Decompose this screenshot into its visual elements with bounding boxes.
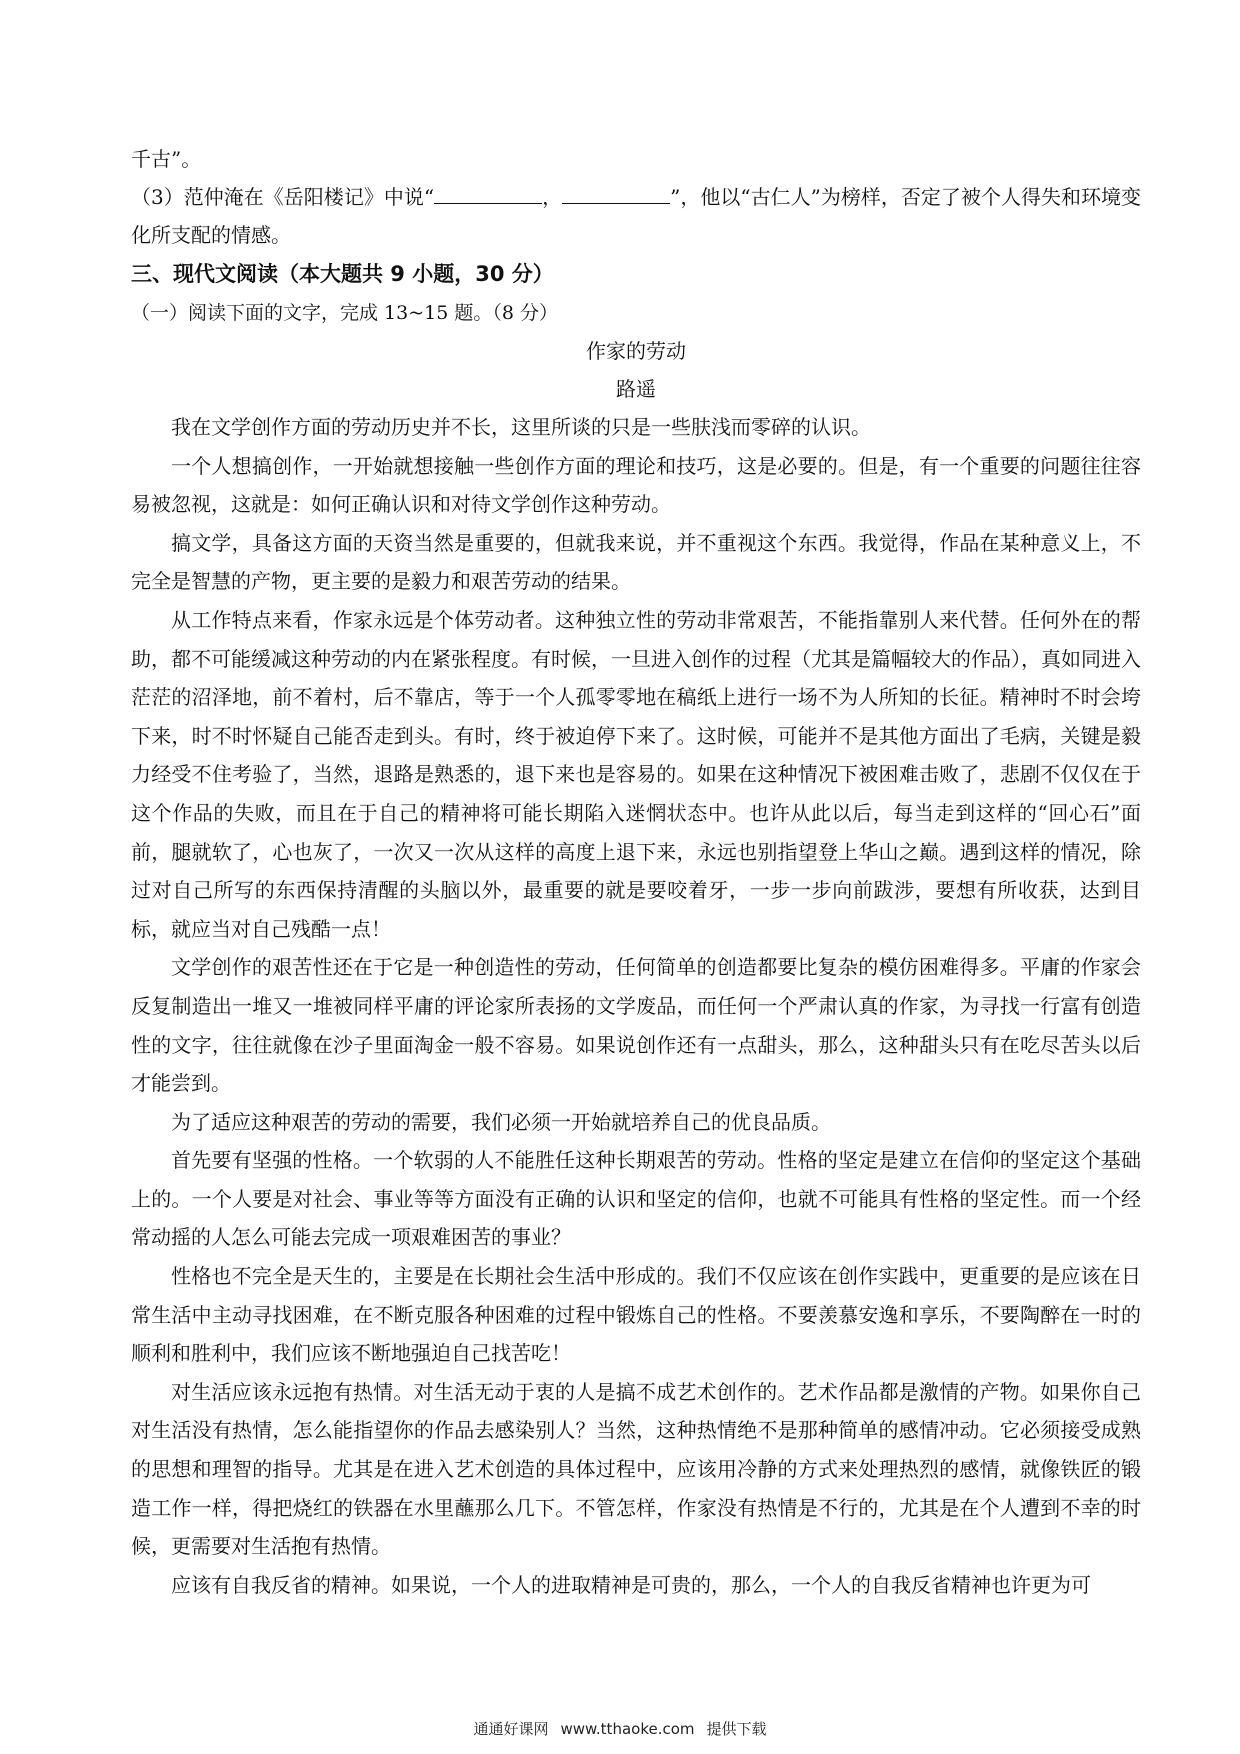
question-3-prefix: （3）范仲淹在《岳阳楼记》中说“ (131, 185, 435, 209)
page-footer (0, 1718, 1240, 1739)
footer-note: 提供下载 (706, 1720, 767, 1738)
answer-blank-2[interactable] (562, 185, 670, 204)
article-paragraph: 从工作特点来看，作家永远是个体劳动者。这种独立性的劳动非常艰苦，不能指靠别人来代替。任何外在的帮助，都不可能缓减这种劳动的内在紧张程度。有时候，一旦进入创作的过程（尤其是篇幅较大的作品），真如同进入茫茫的沼泽地，前不着村，后不靠店，等于一个人孤零零地在稿纸上进行一场不为人所知的长征。精神时不时会垮下来，时不时怀疑自己能否走到头。有时，终于被迫停下来了。这时候，可能并不是其他方面出了毛病，关键是毅力经受不住考验了，当然，退路是熟悉的，退下来也是容易的。如果在这种情况下被困难击败了，悲剧不仅仅在于这个作品的失败，而且在于自己的精神将可能长期陷入迷惘状态中。也许从此以后，每当走到这样的“回心石”面前，腿就软了，心也灰了，一次又一次从这样的高度上退下来，永远也别指望登上华山之巅。遇到这样的情况，除过对自己所写的东西保持清醒的头脑以外，最重要的就是要咬着牙，一步一步向前跋涉，要想有所收获，达到目标，就应当对自己残酷一点！ (131, 607, 1141, 941)
article-title: 作家的劳动 (586, 339, 686, 363)
answer-blank-1[interactable] (434, 185, 542, 204)
question-3-suffix: ”，他以“古仁人”为榜样，否定了被个人得失和环境变化所支配的情感。 (131, 185, 1142, 247)
article-author: 路遥 (616, 377, 656, 401)
article-paragraph: 对生活应该永远抱有热情。对生活无动于衷的人是搞不成艺术创作的。艺术作品都是激情的产物。如果你自己对生活没有热情，怎么能指望你的作品去感染别人？当然，这种热情绝不是那种简单的感情冲动。它必须接受成熟的思想和理智的指导。尤其是在进入艺术创造的具体过程中，应该用冷静的方式来处理热烈的感情，就像铁匠的锻造工作一样，得把烧红的铁器在水里蘸那么几下。不管怎样，作家没有热情是不行的，尤其是在个人遭到不幸的时候，更需要对生活抱有热情。 (131, 1379, 1141, 1559)
article-paragraph: 为了适应这种艰苦的劳动的需要，我们必须一开始就培养自己的优良品质。 (171, 1109, 831, 1134)
footer-url[interactable]: www.tthaoke.com (560, 1720, 695, 1738)
article-paragraph: 文学创作的艰苦性还在于它是一种创造性的劳动，任何简单的创造都要比复杂的模仿困难得多。平庸的作家会反复制造出一堆又一堆被同样平庸的评论家所表扬的文学废品，而任何一个严肃认真的作家，为寻找一行富有创造性的文字，往往就像在沙子里面淘金一般不容易。如果说创作还有一点甜头，那么，这种甜头只有在吃尽苦头以后才能尝到。 (131, 955, 1141, 1096)
article-paragraph: 性格也不完全是天生的，主要是在长期社会生活中形成的。我们不仅应该在创作实践中，更重要的是应该在日常生活中主动寻找困难，在不断克服各种困难的过程中锻炼自己的性格。不要羡慕安逸和享乐，不要陶醉在一时的顺利和胜利中，我们应该不断地强迫自己找苦吃！ (131, 1264, 1141, 1366)
question-3-separator: ， (542, 185, 563, 209)
section-title: 三、现代文阅读（本大题共 9 小题，30 分） (131, 262, 554, 286)
article-paragraph: 首先要有坚强的性格。一个软弱的人不能胜任这种长期艰苦的劳动。性格的坚定是建立在信仰的坚定这个基础上的。一个人要是对社会、事业等等方面没有正确的认识和坚定的信仰，也就不可能具有性格的坚定性。而一个经常动摇的人怎么可能去完成一项艰难困苦的事业？ (131, 1148, 1141, 1250)
article-paragraph: 一个人想搞创作，一开始就想接触一些创作方面的理论和技巧，这是必要的。但是，有一个重要的问题往往容易被忽视，这就是：如何正确认识和对待文学创作这种劳动。 (131, 453, 1141, 517)
footer-site-name: 通通好课网 (473, 1720, 549, 1738)
article-paragraph: 搞文学，具备这方面的天资当然是重要的，但就我来说，并不重视这个东西。我觉得，作品在某种意义上，不完全是智慧的产物，更主要的是毅力和艰苦劳动的结果。 (131, 530, 1141, 594)
article-paragraph: 我在文学创作方面的劳动历史并不长，这里所谈的只是一些肤浅而零碎的认识。 (171, 415, 871, 439)
page-content (131, 140, 1141, 1604)
article-paragraph: 应该有自我反省的精神。如果说，一个人的进取精神是可贵的，那么，一个人的自我反省精神也许更为可 (171, 1572, 1091, 1597)
section-instruction: （一）阅读下面的文字，完成 13~15 题。（8 分） (131, 302, 558, 324)
question-3 (131, 178, 1141, 254)
previous-question-tail: 千古”。 (131, 147, 202, 171)
